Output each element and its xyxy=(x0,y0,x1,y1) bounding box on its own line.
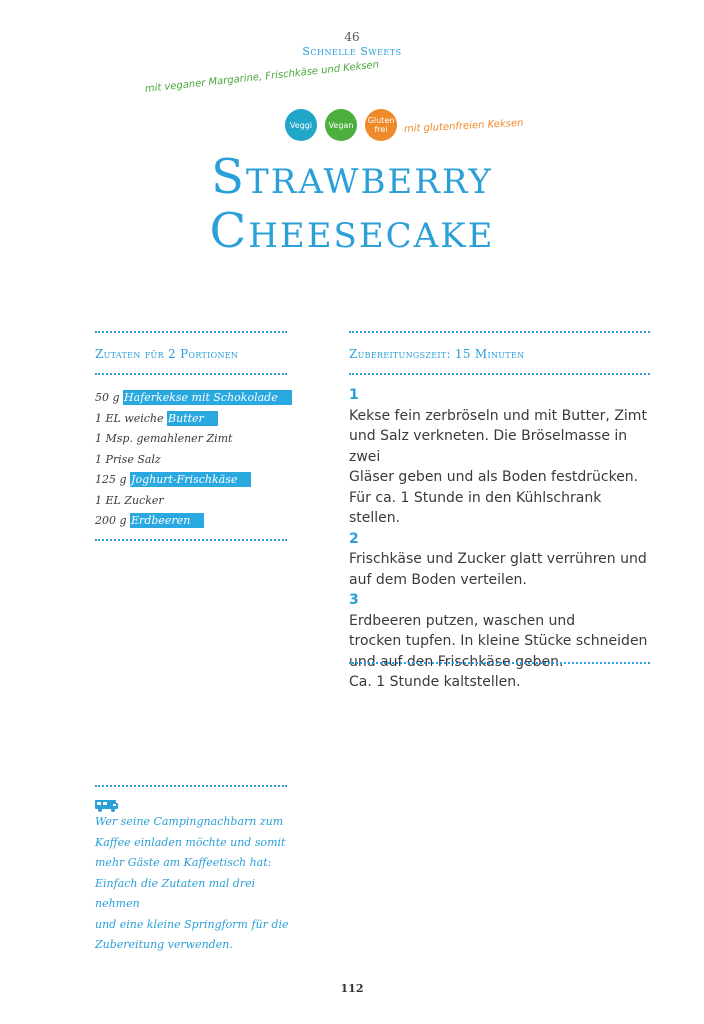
gluten-free-badge-label xyxy=(368,116,395,134)
step-text-line: Gläser geben und als Boden festdrücken. xyxy=(349,469,639,485)
ingredient-quantity: 200 g xyxy=(95,514,131,527)
step-text-line: und Salz verkneten. Die Bröselmasse in zwei xyxy=(349,428,628,465)
ingredients-heading: Zutaten für 2 Portionen xyxy=(95,347,239,361)
ingredient-item xyxy=(95,470,295,491)
step-text-line: Kekse fein zerbröseln und mit Butter, Zimt xyxy=(349,407,647,424)
step-text-line: Ca. 1 Stunde kaltstellen. xyxy=(349,674,521,690)
recipe-title xyxy=(0,150,704,258)
step-text-line: Frischkäse und Zucker glatt verrühren und xyxy=(349,551,647,567)
camper-van-icon xyxy=(95,797,119,810)
ingredient-quantity: 1 Msp. gemahlener Zimt xyxy=(95,432,233,445)
ingredient-quantity: 1 EL weiche xyxy=(95,411,168,425)
step-text-line: und auf den Frischkäse geben. xyxy=(349,653,564,670)
divider xyxy=(95,539,287,541)
divider xyxy=(95,785,287,787)
divider xyxy=(95,331,287,333)
gluten-free-note: mit glutenfreien Keksen xyxy=(403,117,524,135)
tip-line: Zubereitung verwenden. xyxy=(95,938,233,951)
ingredient-item xyxy=(95,491,295,512)
tip-line: Kaffee einladen möchte und somit xyxy=(95,835,286,849)
preparation-heading: Zubereitungszeit: 15 Minuten xyxy=(349,347,525,361)
vegan-note: mit veganer Margarine, Frischkäse und Keksen xyxy=(144,59,380,95)
gluten-line1: Gluten xyxy=(367,116,395,125)
tip-line: und eine kleine Springform für die xyxy=(95,917,289,931)
vegan-badge xyxy=(325,109,357,141)
header-page-number: 46 xyxy=(344,30,360,44)
preparation-steps xyxy=(349,385,654,693)
step-text-line: Erdbeeren putzen, waschen und xyxy=(349,612,576,629)
step-text-line: auf dem Boden verteilen. xyxy=(349,571,527,588)
tip-text xyxy=(95,812,290,956)
ingredient-quantity: 50 g xyxy=(95,391,124,404)
step-text-line: trocken tupfen. In kleine Stücke schneiden xyxy=(349,633,648,649)
ingredient-item xyxy=(95,429,295,450)
ingredient-quantity: 1 Prise Salz xyxy=(95,452,161,466)
tip-line: Wer seine Campingnachbarn zum xyxy=(95,815,284,828)
tip-line: mehr Gäste am Kaffeetisch hat: xyxy=(95,856,272,869)
step-text-line: Für ca. 1 Stunde in den Kühlschrank stellen. xyxy=(349,489,602,526)
vegan-badge-label: Vegan xyxy=(328,120,354,130)
ingredient-quantity: 1 EL Zucker xyxy=(95,493,164,507)
ingredient-name-highlight: Erdbeeren xyxy=(130,513,204,528)
ingredient-item xyxy=(95,409,295,430)
divider xyxy=(349,662,650,664)
gluten-free-badge xyxy=(365,109,397,141)
section-title: Schnelle Sweets xyxy=(302,45,402,58)
veggi-badge xyxy=(285,109,317,141)
divider xyxy=(95,373,287,375)
ingredient-name-highlight: Joghurt-Frischkäse xyxy=(130,472,251,487)
step-number: 3 xyxy=(349,592,359,608)
ingredient-item xyxy=(95,450,295,471)
ingredients-list xyxy=(95,388,295,532)
ingredient-quantity: 125 g xyxy=(95,473,131,486)
step-number: 1 xyxy=(349,387,359,403)
recipe-title-line2: Cheesecake xyxy=(209,203,495,259)
ingredient-item xyxy=(95,511,295,532)
ingredient-item xyxy=(95,388,295,409)
tip-line: Einfach die Zutaten mal drei nehmen xyxy=(95,876,256,910)
step-number: 2 xyxy=(349,530,359,547)
divider xyxy=(349,331,650,333)
veggi-badge-label: Veggi xyxy=(289,120,313,130)
ingredient-name-highlight: Haferkekse mit Schokolade xyxy=(123,390,292,405)
footer-page-number: 112 xyxy=(340,982,364,995)
gluten-line2: frei xyxy=(374,125,388,134)
ingredient-name-highlight: Butter xyxy=(167,411,218,426)
recipe-title-line1: Strawberry xyxy=(211,149,493,205)
divider xyxy=(349,373,650,375)
